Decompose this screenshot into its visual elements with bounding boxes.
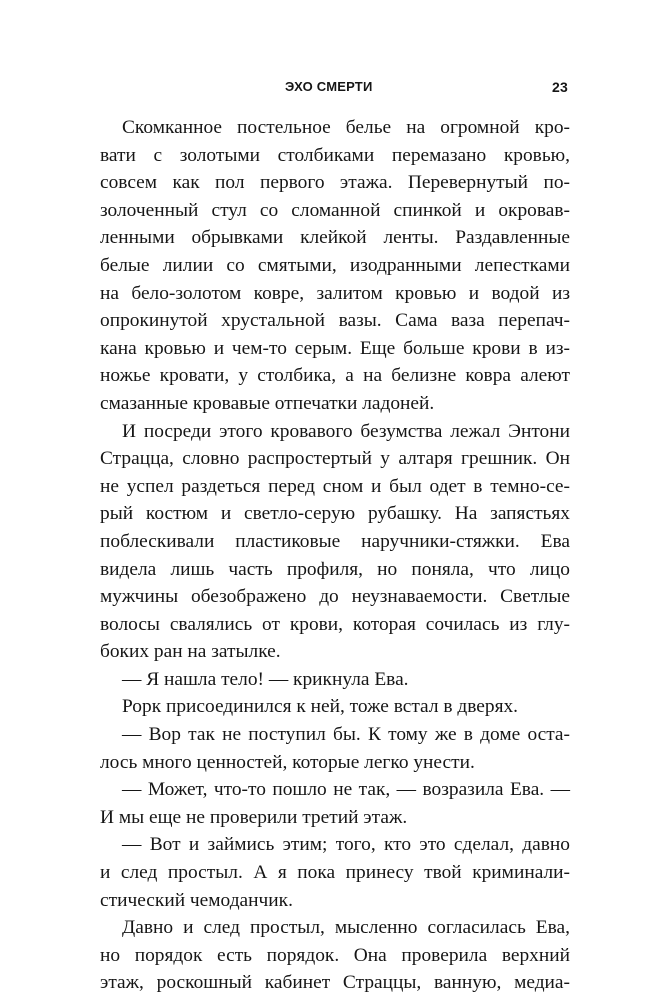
text-line: опрокинутой хрустальной вазы. Сама ваза перепач-: [100, 310, 570, 332]
text-line: вати с золотыми столбиками перемазано кровью,: [100, 144, 570, 166]
text-line: ножье кровати, у столбика, а на белизне ковра алеют: [100, 365, 570, 387]
text-line: на бело-золотом ковре, залитом кровью и водой из: [100, 282, 570, 304]
paragraph: [100, 666, 570, 694]
text-line: золоченный стул со сломанной спинкой и окровав-: [100, 199, 570, 221]
text-line: Давно и след простыл, мысленно согласилась Ева,: [122, 917, 570, 939]
text-line: ленными обрывками клейкой ленты. Раздавленные: [100, 227, 570, 249]
text-line: — Вот и займись этим; того, кто это сделал, давно: [122, 834, 570, 856]
paragraph: [100, 914, 570, 997]
text-line: И мы еще не проверили третий этаж.: [100, 806, 408, 828]
text-line: мужчины обезображено до неузнаваемости. Светлые: [100, 586, 570, 608]
running-title: ЭХО СМЕРТИ: [285, 79, 373, 94]
running-head: [0, 79, 669, 99]
text-line: но порядок есть порядок. Она проверила верхний: [100, 944, 570, 966]
text-line: волосы свалялись от крови, которая сочилась из глу-: [100, 613, 570, 635]
paragraph: [100, 721, 570, 776]
text-line: лось много ценностей, которые легко унести.: [100, 751, 475, 773]
text-line: — Вор так не поступил бы. К тому же в доме оста-: [122, 724, 570, 746]
text-line: Страцца, словно распростертый у алтаря грешник. Он: [100, 448, 570, 470]
text-line: Скомканное постельное белье на огромной кро-: [122, 117, 570, 138]
paragraph: [100, 776, 570, 831]
page-number: 23: [552, 79, 568, 95]
text-line: — Я нашла тело! — крикнула Ева.: [122, 668, 409, 690]
text-line: Рорк присоединился к ней, тоже встал в дверях.: [122, 696, 519, 718]
paragraph: [100, 831, 570, 914]
text-line: этаж, роскошный кабинет Страццы, ванную, медиа-: [100, 972, 570, 994]
text-line: видела лишь часть профиля, но поняла, что лицо: [100, 558, 570, 580]
text-line: кана кровью и чем-то серым. Еще больше крови в из-: [100, 337, 570, 359]
text-line: совсем как пол первого этажа. Перевернутый по-: [100, 172, 570, 194]
text-line: и след простыл. А я пока принесу твой криминали-: [100, 862, 570, 884]
text-line: поблескивали пластиковые наручники-стяжки. Ева: [100, 530, 570, 552]
text-line: смазанные кровавые отпечатки ладоней.: [100, 392, 435, 414]
paragraph: [100, 418, 570, 666]
text-line: рый костюм и светло-серую рубашку. На запястьях: [100, 503, 570, 525]
text-line: — Может, что-то пошло не так, — возразила Ева. —: [122, 779, 570, 801]
paragraph: [100, 114, 570, 418]
text-line: И посреди этого кровавого безумства лежал Энтони: [122, 420, 570, 442]
text-line: боких ран на затылке.: [100, 641, 281, 663]
text-line: белые лилии со смятыми, изодранными лепестками: [100, 254, 570, 276]
text-line: не успел раздеться перед сном и был одет в темно-се-: [100, 475, 570, 497]
text-line: стический чемоданчик.: [100, 889, 293, 911]
paragraph: [100, 693, 570, 721]
body-text: [100, 114, 570, 997]
